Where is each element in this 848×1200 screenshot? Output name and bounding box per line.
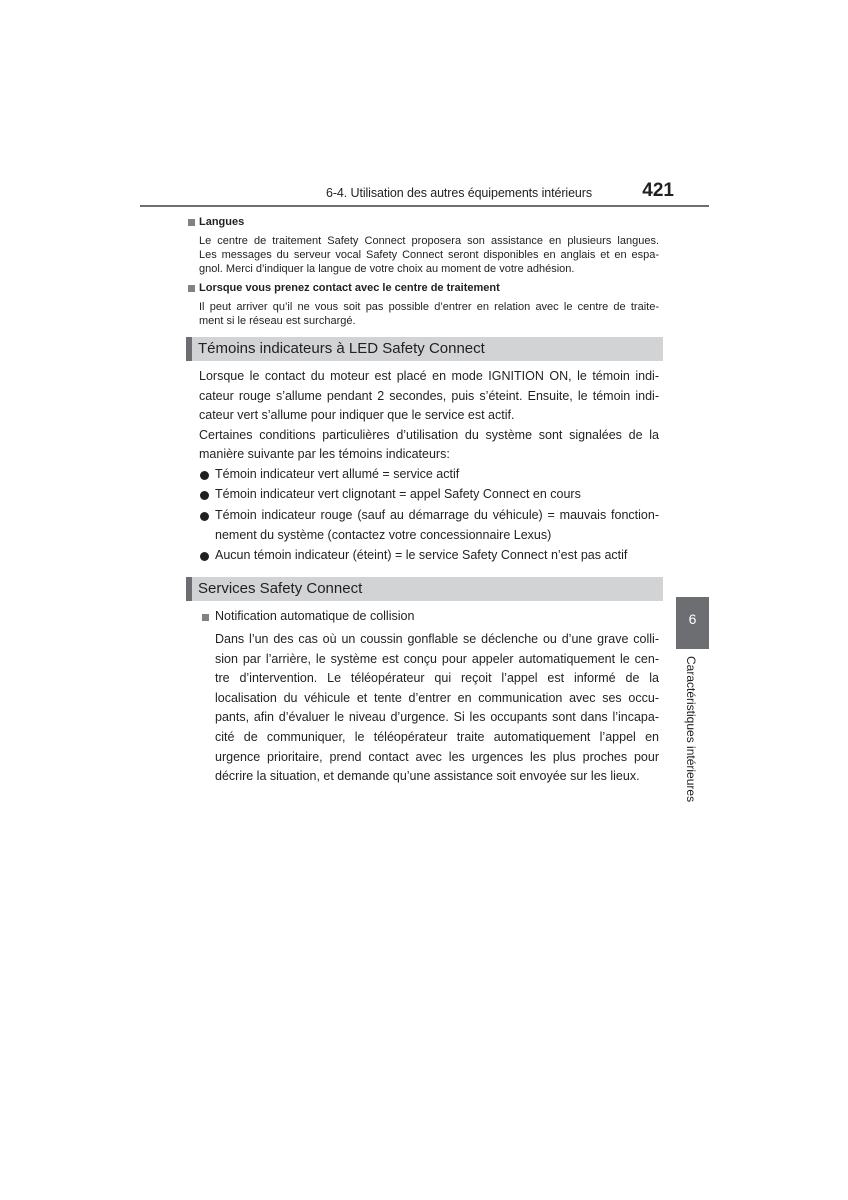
page-number: 421 <box>642 180 674 201</box>
text-line: localisation du véhicule et tente d’entrer en communication avec ses occu- <box>215 690 659 705</box>
services-subheading: Notification automatique de collision <box>215 609 415 623</box>
text-line: Dans l’un des cas où un coussin gonflable se déclenche ou d’une grave colli- <box>215 632 659 646</box>
section-title: Témoins indicateurs à LED Safety Connect <box>198 340 485 357</box>
chapter-number: 6 <box>688 611 697 627</box>
header-rule <box>140 205 709 207</box>
text-line: Témoin indicateur vert allumé = service actif <box>215 467 460 481</box>
text-line: manière suivante par les témoins indicateurs: <box>199 447 450 462</box>
chapter-label: Caractéristiques intérieures <box>684 656 698 803</box>
services-text <box>215 630 659 787</box>
text-line: Les messages du serveur vocal Safety Connect seront disponibles en anglais et en espa- <box>199 249 659 261</box>
contact-text <box>199 300 659 328</box>
text-line: Le centre de traitement Safety Connect proposera son assistance en plusieurs langues. <box>199 235 659 247</box>
text-line: Lorsque le contact du moteur est placé en mode IGNITION ON, le témoin indi- <box>199 369 659 383</box>
text-line: Témoin indicateur rouge (sauf au démarrage du véhicule) = mauvais fonction- <box>215 508 659 522</box>
text-line: décrire la situation, et demande qu’une assistance soit envoyée sur les lieux. <box>215 769 640 784</box>
text-line: pants, afin d’évaluer le niveau d’urgence. Si les occupants sont dans l’incapa- <box>215 710 659 725</box>
text-line: gnol. Merci d’indiquer la langue de votre choix au moment de votre adhésion. <box>199 263 575 275</box>
running-header: 6-4. Utilisation des autres équipements intérieurs <box>326 186 592 200</box>
square-bullet-icon <box>188 219 195 226</box>
text-line: Aucun témoin indicateur (éteint) = le service Safety Connect n’est pas actif <box>215 548 628 562</box>
section-header-temoins <box>186 337 663 361</box>
text-line: ment si le réseau est surchargé. <box>199 315 356 327</box>
text-line: cateur vert s’allume pour indiquer que le service est actif. <box>199 408 515 423</box>
contact-heading: Lorsque vous prenez contact avec le centre de traitement <box>199 282 500 294</box>
langues-text <box>199 234 659 276</box>
temoins-intro <box>199 367 659 465</box>
text-line: cité de communiquer, le téléopérateur traite automatiquement l’appel en <box>215 729 659 744</box>
bullet-icon <box>200 512 209 521</box>
text-line: nement du système (contactez votre concessionnaire Lexus) <box>215 527 552 542</box>
square-bullet-icon <box>188 285 195 292</box>
list-item <box>215 485 659 505</box>
section-header-services <box>186 577 663 601</box>
text-line: tre d’intervention. Le téléopérateur qui reçoit l’appel est informé de la <box>215 671 659 686</box>
text-line: urgence prioritaire, prend contact avec les urgences les plus proches pour <box>215 749 659 764</box>
square-bullet-icon <box>202 614 209 621</box>
text-line: Il peut arriver qu’il ne vous soit pas possible d’entrer en relation avec le centre de traite- <box>199 301 659 313</box>
text-line: cateur rouge s’allume pendant 2 secondes, puis s’éteint. Ensuite, le témoin indi- <box>199 388 659 403</box>
bullet-icon <box>200 552 209 561</box>
langues-heading: Langues <box>199 216 245 228</box>
text-line: sion par l’arrière, le système est conçu pour appeler automatiquement le cen- <box>215 651 659 666</box>
bullet-icon <box>200 471 209 480</box>
text-line: Témoin indicateur vert clignotant = appel Safety Connect en cours <box>215 487 581 501</box>
chapter-tab <box>676 597 709 649</box>
bullet-icon <box>200 491 209 500</box>
section-title: Services Safety Connect <box>198 580 363 597</box>
list-item <box>215 506 659 545</box>
list-item <box>215 546 659 566</box>
text-line: Certaines conditions particulières d’utilisation du système sont signalées de la <box>199 427 659 442</box>
list-item <box>215 465 659 485</box>
